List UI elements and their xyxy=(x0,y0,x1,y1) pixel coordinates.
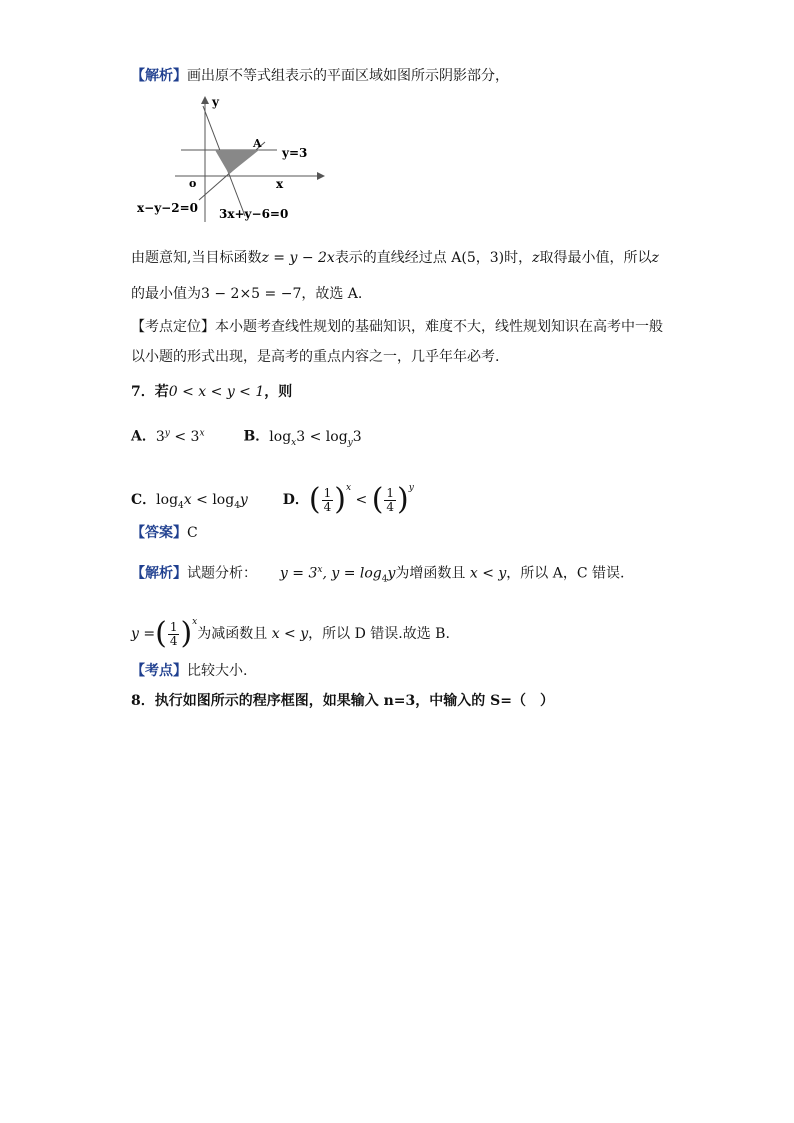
question-8-text: 8．执行如图所示的程序框图，如果输入 n=3，中输入的 S=（ ） xyxy=(131,693,554,709)
option-d-label: D． xyxy=(282,492,309,508)
text-seg: 为增函数且 xyxy=(395,565,466,582)
frac-num: 1 xyxy=(169,619,178,634)
frac-den: 4 xyxy=(323,499,332,514)
solution-line-3 xyxy=(131,285,362,303)
func-2: , y = log xyxy=(322,565,382,582)
func-3: y = xyxy=(131,626,156,642)
solution-line-1 xyxy=(131,67,509,85)
expr-part: x xyxy=(183,492,192,508)
concept-text-2: 以小题的形式出现，是高考的重点内容之一，几乎年年必考. xyxy=(131,349,500,365)
concept-tag: 【考点定位】 xyxy=(131,319,215,335)
expr-part: x xyxy=(192,617,198,627)
expr-part: 4 xyxy=(234,500,240,511)
concept-position-line-2 xyxy=(131,348,499,366)
expr-part: x xyxy=(199,428,205,438)
text-seg: 表示的直线经过点 A(5，3)时， xyxy=(334,250,533,266)
option-a-label: A． xyxy=(131,428,156,445)
frac-num: 1 xyxy=(323,485,332,500)
solution-line-2 xyxy=(131,249,659,267)
expr-part: < xyxy=(351,492,372,508)
option-a-expr xyxy=(156,429,205,445)
key-point-text: 比较大小. xyxy=(187,663,248,679)
label-y3: y=3 xyxy=(282,146,308,160)
text-seg: 的最小值为 xyxy=(131,286,201,302)
expr-part: 3 xyxy=(190,428,200,445)
question-7-condition: 0 < x < y < 1 xyxy=(168,384,265,400)
text-seg: ，所以 D 错误.故选 B. xyxy=(308,626,450,642)
expr-part: y xyxy=(347,437,353,448)
label-line-2: 3x+y−6=0 xyxy=(219,207,289,221)
concept-position-line xyxy=(131,318,663,336)
frac-den: 4 xyxy=(169,633,178,648)
expr-part: log xyxy=(269,428,292,445)
option-b-label: B． xyxy=(243,428,270,445)
condition-expr: x < y xyxy=(271,626,309,642)
expr-part: x xyxy=(317,565,323,575)
origin-label: o xyxy=(189,177,197,190)
y-axis-label: y xyxy=(212,95,219,109)
analysis-tag: 【解析】 xyxy=(131,565,187,582)
x-axis-arrow-icon xyxy=(317,172,325,180)
func-1: y = 3 xyxy=(279,565,318,582)
frac-num: 1 xyxy=(386,485,395,500)
var-z: z xyxy=(532,250,540,266)
min-value-expr: 3 − 2×5 = −7 xyxy=(201,286,302,302)
expr-part: 4 xyxy=(381,574,388,585)
analysis-tag: 【解析】 xyxy=(131,68,187,84)
expr-part: < xyxy=(305,428,326,445)
text-seg: ，故选 A. xyxy=(301,286,363,302)
question-7 xyxy=(131,383,292,401)
x-axis-label: x xyxy=(276,177,284,191)
option-c-label: C． xyxy=(131,492,157,508)
key-point-tag: 【考点】 xyxy=(131,663,187,679)
var-z: z xyxy=(651,250,659,266)
option-row-ab xyxy=(131,424,362,451)
answer-value: C xyxy=(187,525,198,541)
expr-part: y xyxy=(387,565,396,582)
expr-part: y xyxy=(239,492,248,508)
expr-part: log xyxy=(212,492,235,508)
concept-text: 本小题考查线性规划的基础知识，难度不大，线性规划知识在高考中一般 xyxy=(215,319,663,335)
expr-part: y xyxy=(164,428,170,438)
option-b-expr xyxy=(269,428,362,448)
expr-part: 3 xyxy=(352,428,362,445)
key-point-7 xyxy=(131,662,247,680)
expr-part: y xyxy=(408,483,414,493)
shaded-region xyxy=(215,150,259,174)
analysis-text: 画出原不等式组表示的平面区域如图所示阴影部分， xyxy=(187,68,509,84)
option-d-expr: ( $\frac{1}{4}$ )$^x$ < ( $\frac{1}{4}$ )$^y$ xyxy=(308,482,414,517)
objective-expr: z = y − 2x xyxy=(261,250,335,266)
expr-part: x xyxy=(291,437,297,448)
label-line-1: x−y−2=0 xyxy=(137,201,198,215)
text-seg: 取得最小值，所以 xyxy=(539,250,652,266)
expr-part: log xyxy=(325,428,348,445)
text-seg: 为减函数且 xyxy=(197,626,268,642)
expr-part: log xyxy=(156,492,179,508)
answer-tag: 【答案】 xyxy=(131,525,187,541)
expr-part: 3 xyxy=(155,428,165,445)
option-row-cd xyxy=(131,470,414,524)
frac-den: 4 xyxy=(386,499,395,514)
point-a-label: A xyxy=(253,137,262,150)
question-7-end: ，则 xyxy=(264,384,293,400)
expr-part: < xyxy=(169,428,191,445)
expr-part: 3 xyxy=(296,428,306,445)
y-axis-arrow-icon xyxy=(201,96,209,104)
text-seg: 由题意知,当目标函数 xyxy=(131,250,262,266)
solution-7-line-1 xyxy=(131,561,624,588)
text-seg: ，所以 A，C 错误. xyxy=(506,565,625,582)
question-7-stem: 7．若 xyxy=(131,384,169,400)
solution-7-line-2: y =( $\frac{1}{4}$ )$^x$为减函数且 x < y，所以 D 错误.故选 B. xyxy=(131,616,450,651)
condition-expr: x < y xyxy=(469,565,507,582)
expr-part: x xyxy=(345,483,352,493)
text-seg: 试题分析： xyxy=(187,565,257,582)
answer-7 xyxy=(131,524,198,542)
question-8 xyxy=(131,692,554,710)
feasible-region-figure xyxy=(133,92,333,224)
expr-part: < xyxy=(191,492,213,508)
option-c-expr xyxy=(156,492,248,511)
expr-part: 4 xyxy=(178,500,184,511)
